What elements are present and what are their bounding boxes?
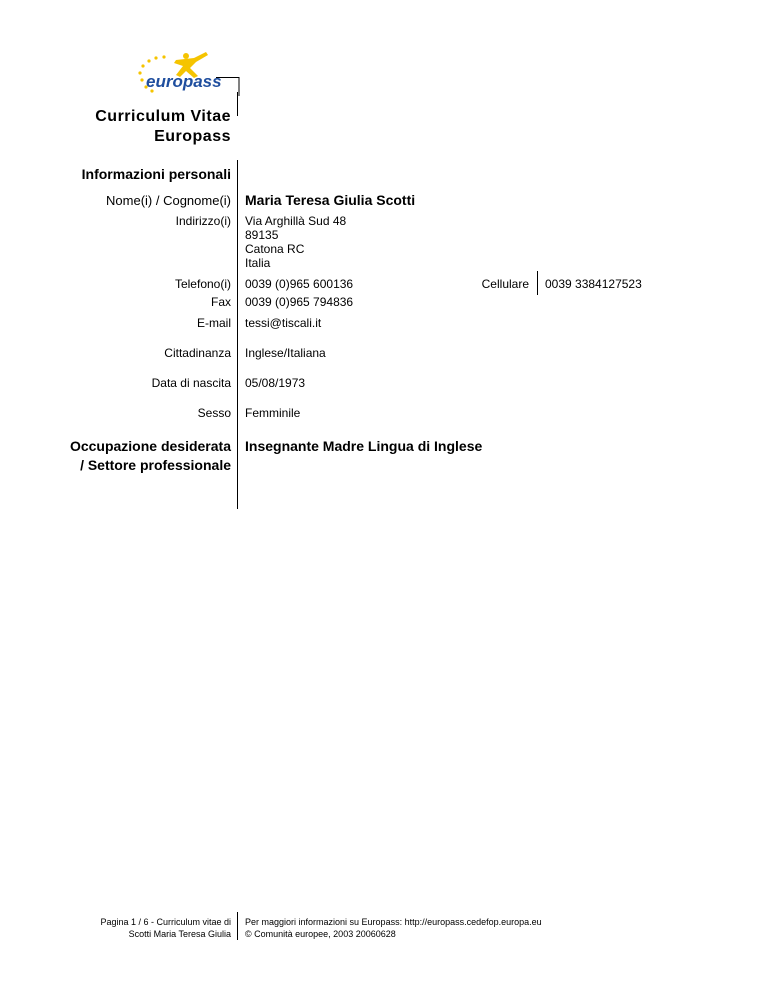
footer-left xyxy=(100,916,231,940)
name-value: Maria Teresa Giulia Scotti xyxy=(245,192,416,208)
footer-copyright: © Comunità europee, 2003 20060628 xyxy=(245,929,396,939)
citizenship-label: Cittadinanza xyxy=(164,346,231,360)
address-line: Via Arghillà Sud 48 xyxy=(245,214,347,228)
footer-name: Scotti Maria Teresa Giulia xyxy=(128,929,231,939)
section-title-personal: Informazioni personali xyxy=(81,166,231,182)
footer-right xyxy=(245,916,542,940)
birth-label: Data di nascita xyxy=(151,376,231,390)
footer-info-link: Per maggiori informazioni su Europass: http://europass.cedefop.europa.eu xyxy=(245,917,542,927)
logo-text: europass xyxy=(146,72,222,91)
address-label: Indirizzo(i) xyxy=(175,214,231,228)
occupation-value: Insegnante Madre Lingua di Inglese xyxy=(245,438,483,454)
footer-page-info: Pagina 1 / 6 - Curriculum vitae di xyxy=(100,917,231,927)
mobile-divider xyxy=(537,271,538,295)
email-value: tessi@tiscali.it xyxy=(245,316,322,330)
occupation-label-line1: Occupazione desiderata xyxy=(69,438,231,454)
divider-main xyxy=(237,160,238,509)
name-label: Nome(i) / Cognome(i) xyxy=(106,193,231,208)
address-line: Italia xyxy=(245,256,271,270)
sex-value: Femminile xyxy=(245,406,301,420)
fax-value: 0039 (0)965 794836 xyxy=(245,295,354,309)
address-line: Catona RC xyxy=(245,242,305,256)
address-value xyxy=(245,214,346,270)
europass-logo xyxy=(128,50,240,96)
email-label: E-mail xyxy=(196,316,231,330)
occupation-label-line2: / Settore professionale xyxy=(80,457,231,473)
mobile-value: 0039 3384127523 xyxy=(545,277,642,291)
phone-label: Telefono(i) xyxy=(174,277,231,291)
mobile-label: Cellulare xyxy=(481,277,529,291)
fax-label: Fax xyxy=(210,295,231,309)
footer-divider xyxy=(237,912,238,940)
cv-title-line1: Curriculum Vitae xyxy=(95,108,231,125)
sex-label: Sesso xyxy=(197,406,231,420)
phone-value: 0039 (0)965 600136 xyxy=(245,277,354,291)
citizenship-value: Inglese/Italiana xyxy=(245,346,326,360)
birth-value: 05/08/1973 xyxy=(245,376,306,390)
cv-title-line2: Europass xyxy=(154,128,231,145)
divider-top xyxy=(237,92,238,116)
address-line: 89135 xyxy=(245,228,279,242)
